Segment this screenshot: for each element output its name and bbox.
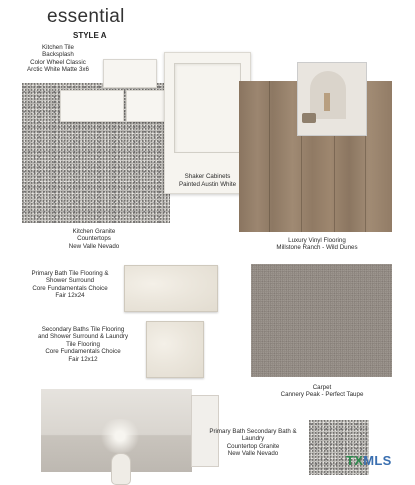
secondary-bath-line-3: Tile Flooring	[66, 340, 100, 348]
carpet-line-2: Cannery Peak - Perfect Taupe	[280, 391, 364, 399]
vinyl-label	[258, 237, 376, 252]
primary-bath-line-2: Shower Surround	[45, 277, 95, 285]
kitchen-granite-line-1: Kitchen Granite	[72, 228, 116, 235]
carpet-swatch	[251, 264, 392, 377]
cabinets-label	[165, 173, 250, 188]
bath-granite-label	[200, 428, 306, 458]
brand-title: essential	[47, 6, 125, 27]
bath-granite-line-1: Primary Bath Secondary Bath &	[209, 428, 297, 435]
secondary-bath-line-1: Secondary Baths Tile Flooring	[41, 326, 125, 333]
white-flowers	[93, 419, 147, 453]
primary-bath-tile-swatch	[124, 265, 218, 312]
bath-vanity-photo	[41, 389, 192, 472]
secondary-bath-tile-label	[28, 326, 138, 363]
primary-bath-line-4: Fair 12x24	[55, 292, 85, 300]
carpet-line-1: Carpet	[312, 384, 332, 391]
shaker-cabinet-door	[164, 52, 251, 194]
primary-bath-tile-label	[22, 270, 118, 300]
subway-tile-2	[60, 90, 124, 122]
kitchen-granite-line-2: Countertops	[77, 235, 111, 243]
kitchen-tile-line-4: Arctic White Matte 3x6	[27, 66, 89, 74]
vinyl-line-1: Luxury Vinyl Flooring	[288, 237, 346, 244]
plank-seam	[269, 81, 270, 232]
kitchen-tile-line-1: Kitchen Tile	[42, 44, 74, 51]
bath-granite-line-2: Laundry	[241, 435, 265, 443]
kitchen-granite-line-3: New Valle Nevado	[68, 242, 120, 250]
subway-tile-1	[103, 59, 157, 88]
bath-granite-line-4: New Valle Nevado	[227, 450, 279, 458]
logo-suffix: MLS	[363, 453, 392, 468]
txmls-logo	[346, 453, 392, 468]
secondary-bath-line-5: Fair 12x12	[68, 355, 98, 363]
vase	[111, 453, 131, 485]
cabinets-line-2: Painted Austin White	[178, 180, 237, 188]
kitchen-tile-line-2: Backsplash	[42, 51, 74, 59]
kitchen-granite-label	[44, 228, 144, 250]
cabinets-line-1: Shaker Cabinets	[184, 173, 231, 181]
kitchen-tile-line-3: Color Wheel Classic	[30, 58, 86, 66]
carpet-label	[262, 384, 382, 399]
kitchen-tile-label	[14, 44, 102, 74]
dried-flowers	[324, 93, 330, 111]
style-label: STYLE A	[73, 31, 107, 40]
cabinet-panel	[174, 63, 241, 153]
chair	[302, 113, 316, 123]
vinyl-line-2: Millstone Ranch - Wild Dunes	[276, 244, 358, 252]
primary-bath-line-3: Core Fundamentals Choice	[32, 284, 108, 292]
primary-bath-line-1: Primary Bath Tile Flooring &	[31, 270, 109, 277]
secondary-bath-line-2: and Shower Surround & Laundry	[37, 333, 129, 341]
room-photo	[297, 62, 367, 136]
bath-granite-line-3: Countertop Granite	[226, 442, 280, 450]
logo-prefix: TX	[346, 453, 364, 468]
secondary-bath-line-4: Core Fundamentals Choice	[45, 348, 121, 356]
secondary-bath-tile-swatch	[146, 321, 204, 378]
